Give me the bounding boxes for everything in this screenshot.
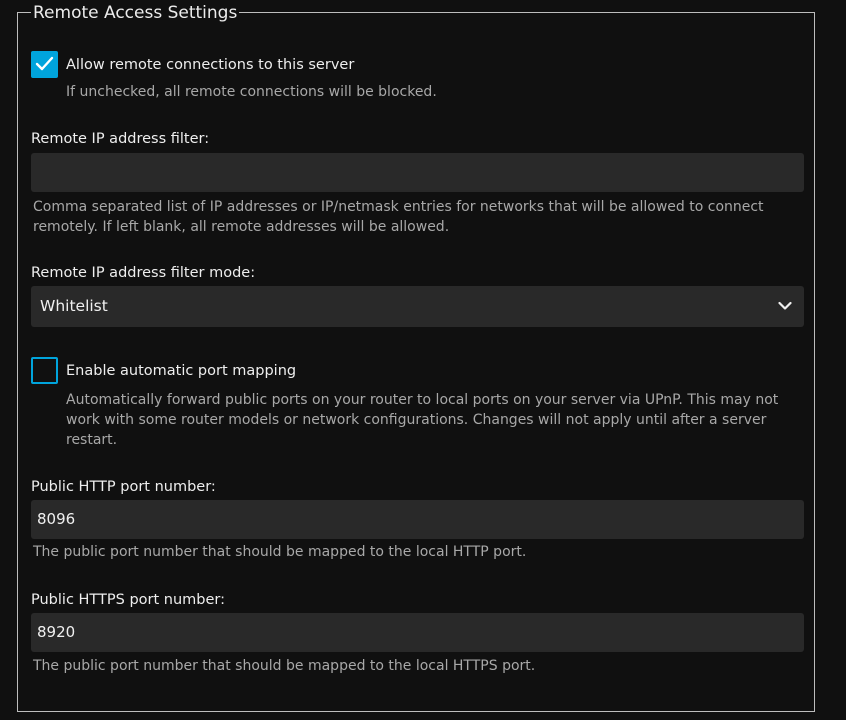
filter-mode-selected-value: Whitelist bbox=[40, 297, 108, 315]
chevron-down-icon bbox=[778, 301, 792, 311]
allow-remote-description: If unchecked, all remote connections will be blocked. bbox=[66, 84, 437, 100]
check-icon bbox=[35, 56, 54, 72]
https-port-label: Public HTTPS port number: bbox=[31, 592, 225, 608]
http-port-label: Public HTTP port number: bbox=[31, 479, 216, 495]
port-mapping-checkbox[interactable] bbox=[31, 357, 58, 384]
filter-mode-label: Remote IP address filter mode: bbox=[31, 265, 256, 281]
ip-filter-label: Remote IP address filter: bbox=[31, 131, 210, 147]
allow-remote-checkbox[interactable] bbox=[31, 51, 58, 78]
port-mapping-description: Automatically forward public ports on your router to local ports on your server via UPnP. This may not work with some router models or network configurations. Changes will not apply until after a server restart. bbox=[66, 392, 779, 448]
ip-filter-input[interactable] bbox=[31, 153, 804, 192]
ip-filter-description: Comma separated list of IP addresses or IP/netmask entries for networks that will be allowed to connect remotely. If left blank, all remote addresses will be allowed. bbox=[33, 199, 764, 235]
allow-remote-label[interactable]: Allow remote connections to this server bbox=[66, 57, 355, 73]
http-port-input[interactable]: 8096 bbox=[31, 500, 804, 539]
port-mapping-label[interactable]: Enable automatic port mapping bbox=[66, 363, 297, 379]
https-port-input[interactable]: 8920 bbox=[31, 613, 804, 652]
section-title: Remote Access Settings bbox=[33, 3, 238, 23]
https-port-description: The public port number that should be mapped to the local HTTPS port. bbox=[33, 658, 536, 674]
filter-mode-select[interactable] bbox=[31, 286, 804, 327]
http-port-description: The public port number that should be mapped to the local HTTP port. bbox=[33, 544, 527, 560]
